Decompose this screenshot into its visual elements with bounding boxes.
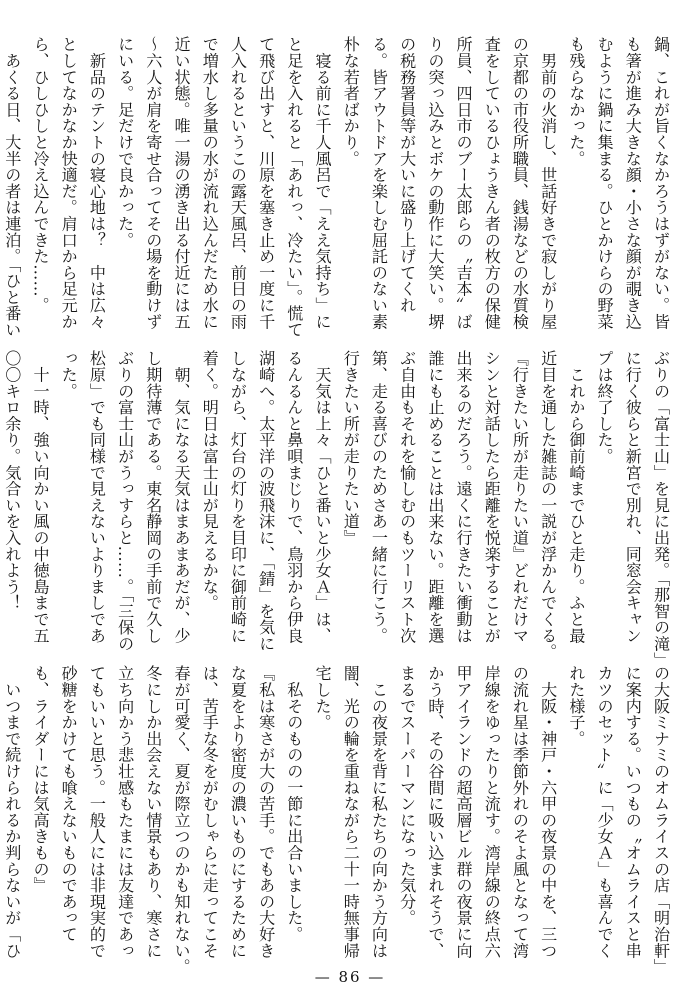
text-column: 宅した。 — [312, 665, 332, 731]
text-column: ぶりの「富士山」を見に出発。「那智の滝」 — [651, 350, 670, 668]
text-column: 朴な若者ばかり。 — [340, 36, 360, 167]
text-column: 松原」でも同様で見えないよりましであ — [86, 350, 106, 644]
text-column: ぶ自由もそれを愉しむのもツーリスト次 — [397, 350, 417, 644]
text-tier-middle — [2, 350, 674, 668]
text-column: の大阪ミナミのオムライスの店「明治軒」 — [651, 665, 670, 975]
text-column: 大阪・神戸・六甲の夜景の中を、三つ — [538, 665, 558, 959]
text-column: 出来るのだろう。遠くに行きたい衝動は — [453, 350, 473, 644]
text-column: プは終了した。 — [594, 350, 614, 465]
text-column: この夜景を背に私たちの向かう方向は — [368, 665, 388, 959]
text-column: 甲アイランドの超高層ビル群の夜景に向 — [453, 665, 473, 959]
text-column: 春が可愛く、夏が際立つのかも知れない。 — [171, 665, 191, 975]
text-column: 誰にも止めることは出来ない。距離を選 — [425, 350, 445, 644]
text-column: 天気は上々「ひと番いと少女Ａ」は、 — [312, 350, 332, 644]
text-column: の流れ星は季節外れのそよ風となって湾 — [509, 665, 529, 959]
text-tier-top — [2, 36, 674, 338]
text-column: 闇、光の輪を重ねながら二十一時無事帰 — [340, 665, 360, 959]
text-column: も箸が進み大きな顔・小さな顔が覗き込 — [622, 36, 642, 330]
text-column: 査をしているひょうきん者の枚方の保健 — [481, 36, 501, 330]
text-column: 行きたい所が走りたい道』 — [340, 350, 360, 546]
text-column: で増水し多量の水が流れ込んだため水に — [199, 36, 219, 330]
text-column: った。 — [58, 350, 78, 399]
text-column: る。皆アウトドアを楽しむ屈託のない素 — [368, 36, 388, 330]
text-column: 岸線をゆったりと流す。湾岸線の終点六 — [481, 665, 501, 959]
text-column: 男前の火消し、世話好きで寂しがり屋 — [538, 36, 558, 330]
text-column: 近い状態。唯一湯の湧き出る付近には五 — [171, 36, 191, 330]
text-column: 〇〇キロ余り。気合いを入れよう！ — [2, 350, 22, 611]
text-column: 立ち向かう悲壮感もたまには友達であっ — [115, 665, 135, 959]
text-column: て飛び出すと、川原を塞き止め一度に千 — [256, 36, 276, 330]
text-column: と足を入れると「あれっ、冷たい」。慌て — [284, 36, 304, 338]
text-column: 湖崎へ。太平洋の波飛沫に、「錆」を気に — [256, 350, 276, 652]
text-column: シンと対話したら距離を悦楽することが — [481, 350, 501, 644]
text-column: ～六人が肩を寄せ合ってその場を動けず — [143, 36, 163, 330]
text-column: にいる。足だけで良かった。 — [115, 36, 135, 248]
page-number: — 86 — — [314, 968, 386, 986]
text-column: 『私は寒さが大の苦手。でもあの大好き — [256, 665, 276, 959]
text-column: 鍋、これが旨くなかろうはずがない。皆 — [651, 36, 670, 330]
text-column: 新品のテントの寝心地は？ 中は広々 — [86, 36, 106, 330]
text-column: 寝る前に千人風呂で「ええ気持ち」に — [312, 36, 332, 330]
text-column: 第、走る喜びのためさあ一緒に行こう。 — [368, 350, 388, 644]
text-column: 人入れるというこの露天風呂、前日の雨 — [227, 36, 247, 330]
text-column: も、ライダーには気高きもの』 — [30, 665, 50, 894]
text-column: まるでスーパーマンになった気分。 — [397, 665, 417, 926]
text-column: 所員、四日市のブー太郎らの〝吉本〟ば — [453, 36, 473, 330]
text-column: るんるんと鼻唄まじりで、鳥羽から伊良 — [284, 350, 304, 644]
text-column: 十一時、強い向かい風の中徳島まで五 — [30, 350, 50, 644]
text-column: これから御前崎までひと走り。ふと最 — [566, 350, 586, 644]
text-column: いつまで続けられるか判らないが「ひ — [2, 665, 22, 959]
text-column: あくる日、大半の者は連泊。「ひと番い — [2, 36, 22, 338]
text-column: は、苦手な冬をがむしゃらに走ってこそ — [199, 665, 219, 959]
text-column: に行く彼らと新宮で別れ、同窓会キャン — [622, 350, 642, 644]
text-column: カツのセット〟に「少女Ａ」も喜んでく — [594, 665, 614, 959]
text-tier-bottom — [2, 665, 674, 975]
text-column: りの突っ込みとボケの動作に大笑い。堺 — [425, 36, 445, 330]
text-column: の京都の市役所職員、銭湯などの水質検 — [509, 36, 529, 330]
text-column: むように鍋に集まる。ひとかけらの野菜 — [594, 36, 614, 330]
text-column: 私そのものの一節に出合いました。 — [284, 665, 304, 943]
text-column: てもいいと思う。一般人には非現実的で — [86, 665, 106, 959]
text-column: れた様子。 — [566, 665, 586, 747]
text-column: 近目を通した雑誌の一説が浮かんでくる。 — [538, 350, 558, 660]
text-column: しながら、灯台の灯りを目印に御前崎に — [227, 350, 247, 644]
text-column: としてなかなか快適だ。肩口から足元か — [58, 36, 78, 330]
text-column: かう時、その谷間に吸い込まれそうで、 — [425, 665, 445, 959]
text-column: も残らなかった。 — [566, 36, 586, 167]
text-column: 砂糖をかけても喰えないものであって — [58, 665, 78, 943]
text-column: 冬にしか出会えない情景もあり、寒さに — [143, 665, 163, 959]
text-column: し期待薄である。東名静岡の手前で久し — [143, 350, 163, 644]
text-column: ぶりの富士山がうっすらと……。「三保の — [115, 350, 135, 652]
text-column: 『行きたい所が走りたい道』どれだけマ — [509, 350, 529, 644]
text-column: ら、ひしひしと冷え込んできた……。 — [30, 36, 50, 314]
text-column: に案内する。いつもの〝オムライスと串 — [622, 665, 642, 959]
text-column: 朝、気になる天気はまあまあだが、少 — [171, 350, 191, 644]
text-column: な夏をより密度の濃いものにするために — [227, 665, 247, 959]
text-column: 着く。明日は富士山が見えるかな。 — [199, 350, 219, 611]
text-column: の税務署員等が大いに盛り上げてくれ — [397, 36, 417, 314]
